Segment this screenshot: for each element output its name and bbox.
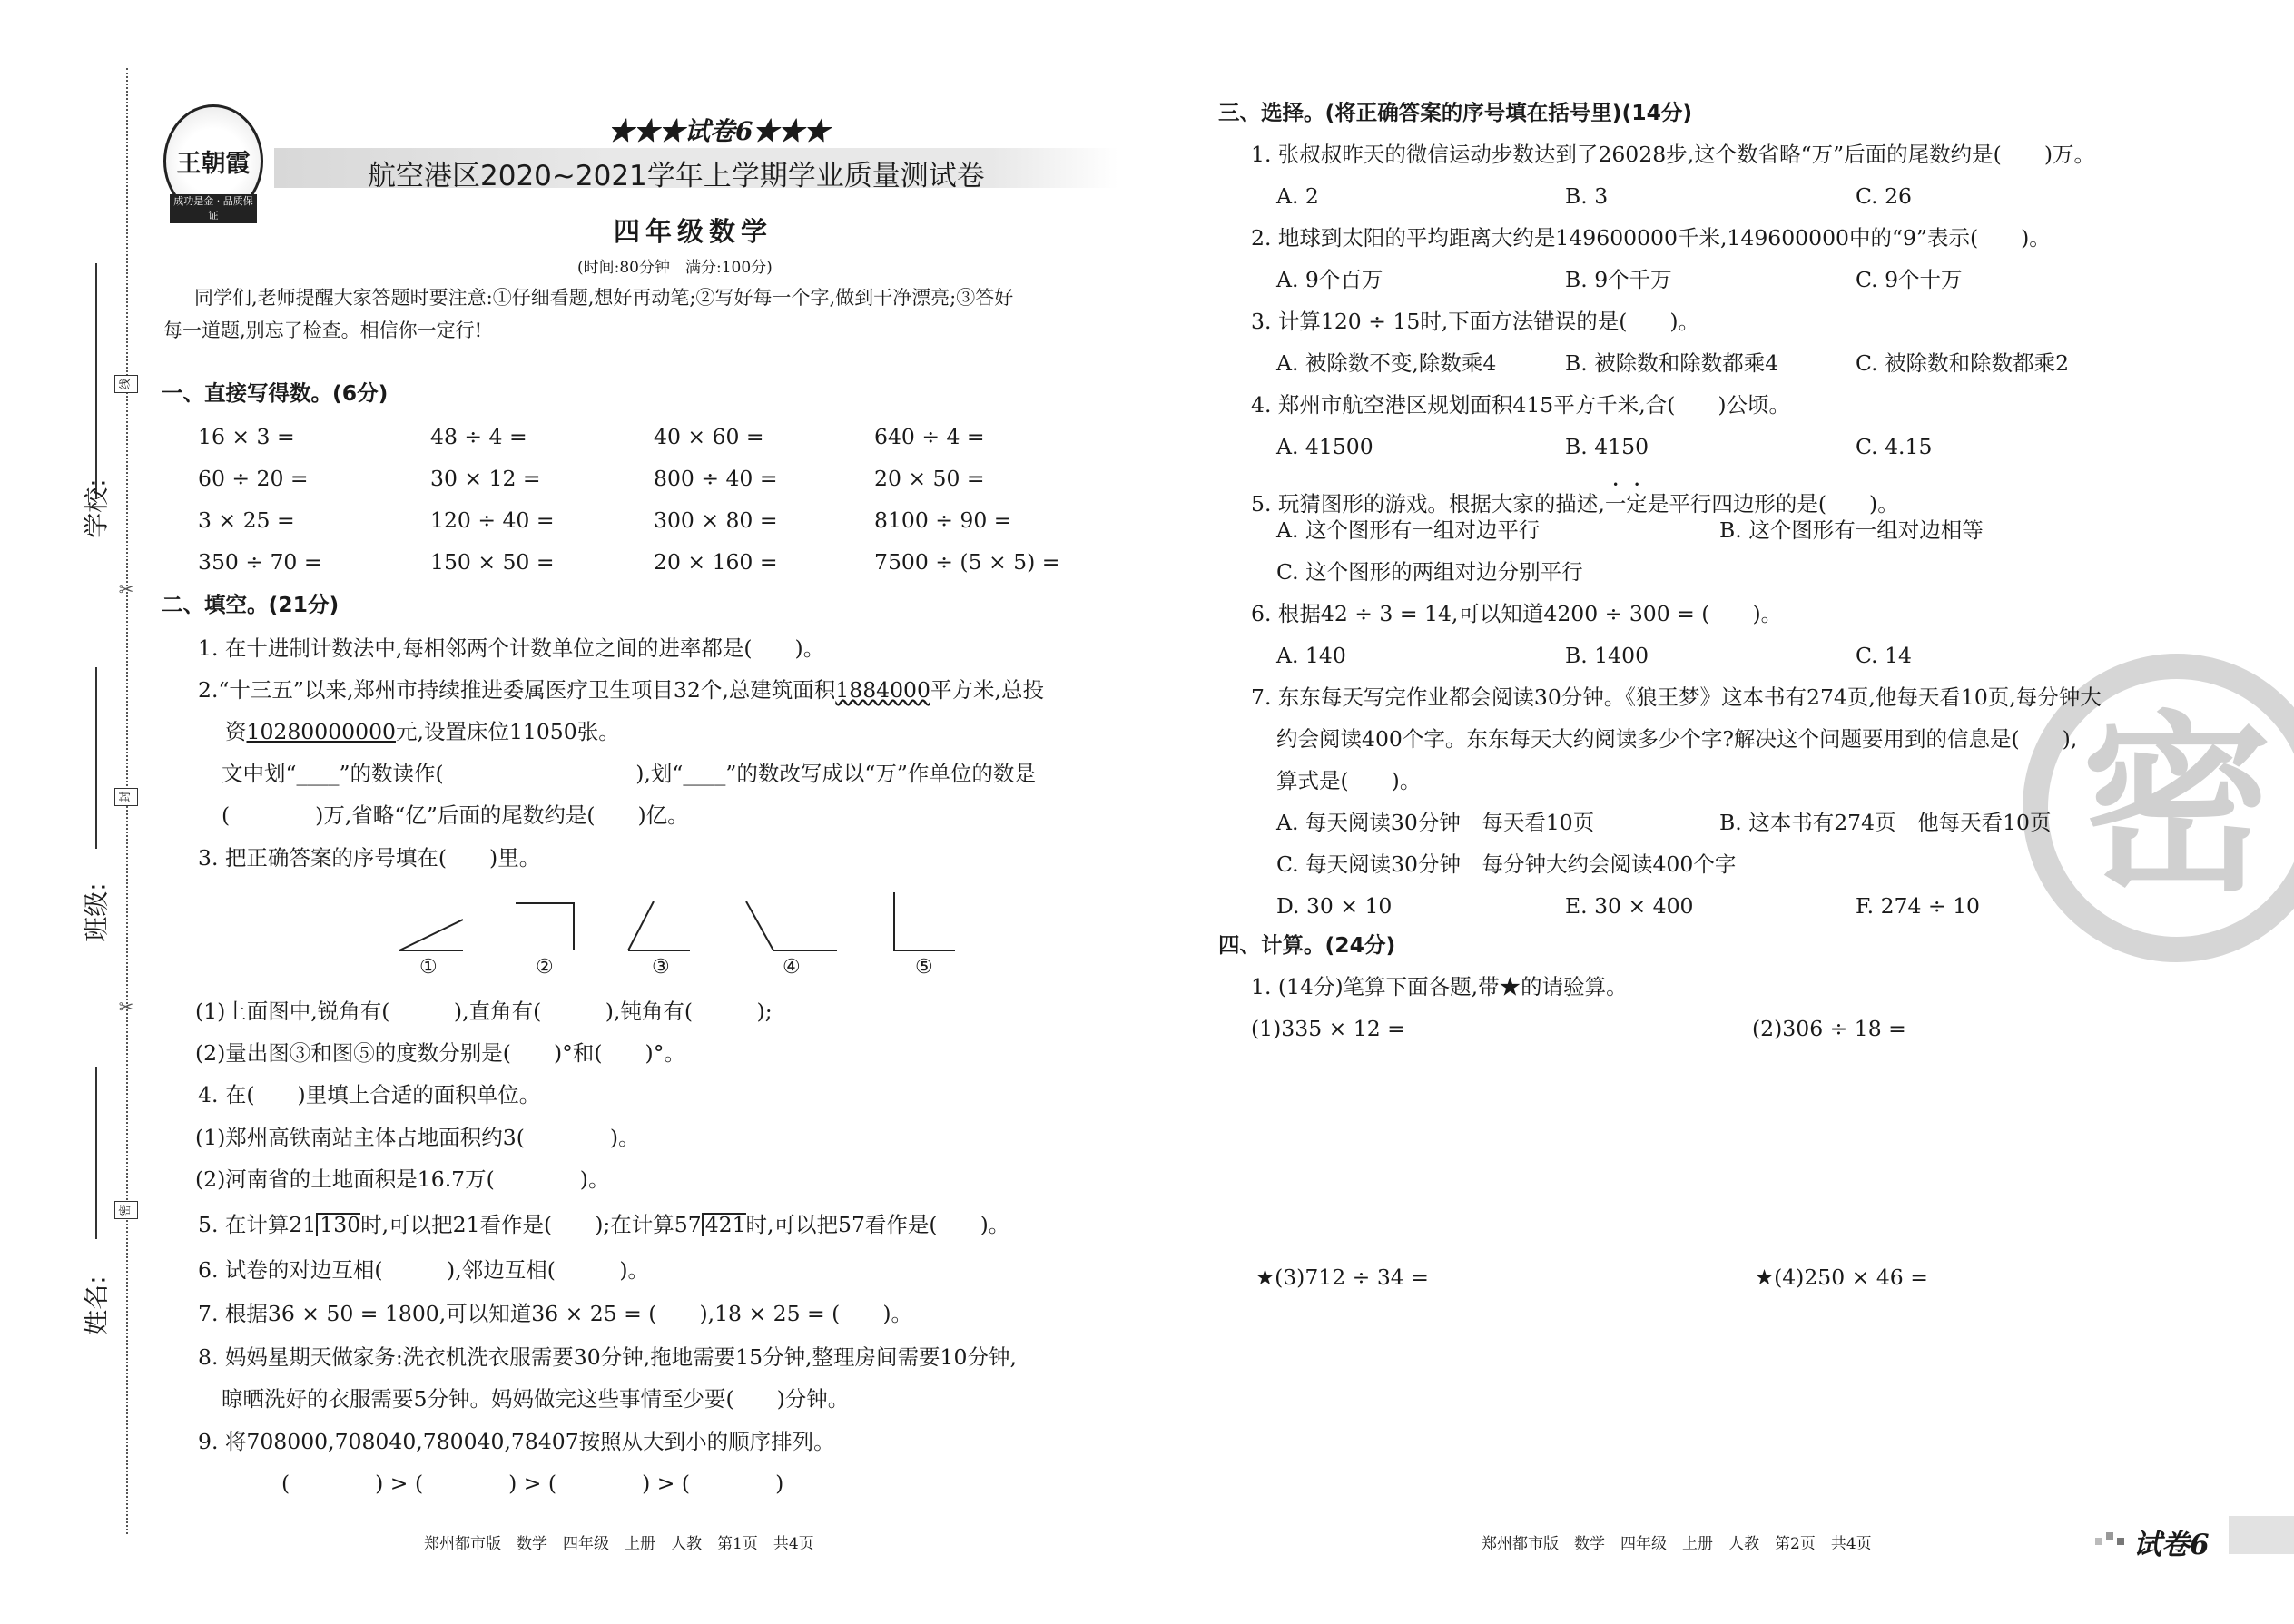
section4-title: 四、计算。(24分) <box>1218 932 1396 958</box>
oral-calc-item: 20 × 160 = <box>654 549 778 575</box>
choice-question-7-line2: 约会阅读400个字。东东每天大约阅读多少个字?解决这个问题要用到的信息是( ), <box>1276 726 2078 752</box>
exam-title: 航空港区2020~2021学年上学期学业质量测试卷 <box>368 160 985 192</box>
fill-question-2-line1: 2.“十三五”以来,郑州市持续推进委属医疗卫生项目32个,总建筑面积1884000平方米,总投 <box>198 677 1044 703</box>
oral-calc-item: 7500 ÷ (5 × 5) = <box>874 549 1060 575</box>
angle-label: ③ <box>652 956 670 979</box>
choice-option: A. 被除数不变,除数乘4 <box>1276 350 1497 376</box>
oral-calc-item: 350 ÷ 70 = <box>198 549 322 575</box>
choice-option: B. 9个千万 <box>1565 267 1672 292</box>
calc-problem: ★(3)712 ÷ 34 = <box>1255 1265 1429 1290</box>
school-label: 学校: <box>81 478 112 538</box>
oral-calc-item: 40 × 60 = <box>654 424 764 449</box>
oral-calc-item: 800 ÷ 40 = <box>654 466 778 491</box>
emphasized-word: 一定 <box>1604 491 1648 517</box>
fill-question-7: 7. 根据36 × 50 = 1800,可以知道36 × 25 = ( ),18 × 25 = ( )。 <box>198 1301 913 1326</box>
choice-question-2: 2. 地球到太阳的平均距离大约是149600000千米,149600000中的“9”表示( )。 <box>1251 225 2051 251</box>
choice-option: B. 这个图形有一组对边相等 <box>1719 517 1984 543</box>
school-write-line <box>95 263 97 499</box>
fill-question-4-1: (1)郑州高铁南站主体占地面积约3( )。 <box>195 1125 640 1150</box>
seal-mark-line: 线 <box>114 375 138 393</box>
angle-figure-5 <box>894 892 955 950</box>
seal-mark-secret: 密 <box>114 1201 138 1219</box>
calc-problem: (2)306 ÷ 18 = <box>1752 1016 1906 1041</box>
fill-question-3-1: (1)上面图中,锐角有( ),直角有( ),钝角有( ); <box>195 999 773 1024</box>
underlined-number-invest: 10280000000 <box>246 719 396 744</box>
angle-figures <box>381 885 980 985</box>
corner-grey-bar <box>2229 1516 2294 1554</box>
choice-question-7-line3: 算式是( )。 <box>1276 768 1422 793</box>
logo-subtitle: 成功是金 · 品质保证 <box>170 194 257 223</box>
choice-option: B. 1400 <box>1565 643 1649 668</box>
class-label: 班级: <box>81 882 112 942</box>
choice-option: C. 每天阅读30分钟 每分钟大约会阅读400个字 <box>1276 851 1737 877</box>
choice-option: D. 30 × 10 <box>1276 893 1393 919</box>
fill-question-3: 3. 把正确答案的序号填在( )里。 <box>198 845 541 871</box>
underlined-number-area: 1884000 <box>835 677 930 703</box>
angle-label: ① <box>419 956 438 979</box>
long-division-bracket: 130 <box>316 1213 360 1236</box>
oral-calc-item: 3 × 25 = <box>198 507 295 533</box>
calc-question-1: 1. (14分)笔算下面各题,带★的请验算。 <box>1251 974 1628 999</box>
choice-option: A. 2 <box>1276 183 1319 209</box>
fill-question-5: 5. 在计算21 130时,可以把21看作是( );在计算57 421时,可以把57看作是( )。 <box>198 1212 1010 1237</box>
choice-option: A. 每天阅读30分钟 每天看10页 <box>1276 810 1595 835</box>
choice-option: C. 4.15 <box>1856 434 1933 459</box>
choice-option: A. 9个百万 <box>1276 267 1383 292</box>
choice-option: A. 140 <box>1276 643 1346 668</box>
oral-calc-item: 48 ÷ 4 = <box>430 424 527 449</box>
seal-mark-seal: 封 <box>114 788 138 806</box>
choice-option: A. 这个图形有一组对边平行 <box>1276 517 1541 543</box>
choice-option: A. 41500 <box>1276 434 1373 459</box>
paper-number-tag: ★★★试卷6★★★ <box>608 116 830 146</box>
fill-question-9-answer: ( ) > ( ) > ( ) > ( ) <box>281 1471 784 1496</box>
choice-option: B. 4150 <box>1565 434 1649 459</box>
choice-option: B. 3 <box>1565 183 1609 209</box>
page-footer-left: 郑州都市版 数学 四年级 上册 人教 第1页 共4页 <box>424 1535 814 1553</box>
choice-option: B. 被除数和除数都乘4 <box>1565 350 1779 376</box>
fill-question-1: 1. 在十进制计数法中,每相邻两个计数单位之间的进率都是( )。 <box>198 635 825 661</box>
corner-paper-tag: 试卷6 <box>2133 1529 2210 1561</box>
corner-squares-icon <box>2095 1525 2128 1547</box>
secret-watermark: 密 <box>2023 654 2294 962</box>
time-score-info: (时间:80分钟 满分:100分) <box>577 259 773 277</box>
oral-calc-item: 30 × 12 = <box>430 466 541 491</box>
choice-option: F. 274 ÷ 10 <box>1856 893 1980 919</box>
oral-calc-item: 150 × 50 = <box>430 549 555 575</box>
choice-question-1: 1. 张叔叔昨天的微信运动步数达到了26028步,这个数省略“万”后面的尾数约是( )万。 <box>1251 142 2095 167</box>
oral-calc-item: 300 × 80 = <box>654 507 778 533</box>
fill-question-4-2: (2)河南省的土地面积是16.7万( )。 <box>195 1166 610 1192</box>
oral-calc-item: 120 ÷ 40 = <box>430 507 555 533</box>
choice-option: C. 26 <box>1856 183 1912 209</box>
fill-question-8-line1: 8. 妈妈星期天做家务:洗衣机洗衣服需要30分钟,拖地需要15分钟,整理房间需要10分钟, <box>198 1344 1017 1370</box>
section1-title: 一、直接写得数。(6分) <box>162 380 389 406</box>
scissors-icon: ✂ <box>118 996 134 1018</box>
angle-figure-2 <box>516 903 574 950</box>
long-division-bracket: 421 <box>702 1213 746 1236</box>
fill-question-2-line2: 资10280000000元,设置床位11050张。 <box>225 719 620 744</box>
oral-calc-item: 60 ÷ 20 = <box>198 466 309 491</box>
intro-line-1: 同学们,老师提醒大家答题时要注意:①仔细看题,想好再动笔;②写好每一个字,做到干净漂亮;③答好 <box>194 287 1014 309</box>
calc-problem: (1)335 × 12 = <box>1251 1016 1405 1041</box>
choice-option: C. 这个图形的两组对边分别平行 <box>1276 559 1583 585</box>
section3-title: 三、选择。(将正确答案的序号填在括号里)(14分) <box>1218 100 1693 125</box>
choice-option: C. 14 <box>1856 643 1912 668</box>
scissors-icon: ✂ <box>118 578 134 600</box>
fill-question-2-line3: 文中划“____”的数读作( ),划“____”的数改写成以“万”作单位的数是 <box>222 761 1036 786</box>
fill-question-3-2: (2)量出图③和图⑤的度数分别是( )°和( )°。 <box>195 1040 685 1066</box>
fill-question-9: 9. 将708000,708040,780040,78407按照从大到小的顺序排列。 <box>198 1429 835 1454</box>
oral-calc-item: 20 × 50 = <box>874 466 985 491</box>
oral-calc-item: 640 ÷ 4 = <box>874 424 985 449</box>
class-write-line <box>95 667 97 849</box>
fill-question-8-line2: 晾晒洗好的衣服需要5分钟。妈妈做完这些事情至少要( )分钟。 <box>222 1386 850 1412</box>
page-footer-right: 郑州都市版 数学 四年级 上册 人教 第2页 共4页 <box>1482 1535 1872 1553</box>
name-label: 姓名: <box>81 1275 112 1335</box>
angle-label: ⑤ <box>915 956 933 979</box>
angle-figure-3 <box>628 901 690 950</box>
brand-logo <box>163 104 263 221</box>
angle-figure-1 <box>399 920 463 950</box>
choice-question-7-line1: 7. 东东每天写完作业都会阅读30分钟。《狼王梦》这本书有274页,他每天看10页,每分钟大 <box>1251 684 2102 710</box>
subject-title: 四年级数学 <box>614 216 773 247</box>
fill-question-6: 6. 试卷的对边互相( ),邻边互相( )。 <box>198 1257 650 1283</box>
choice-question-6: 6. 根据42 ÷ 3 = 14,可以知道4200 ÷ 300 = ( )。 <box>1251 601 1783 626</box>
choice-option: E. 30 × 400 <box>1565 893 1694 919</box>
choice-question-3: 3. 计算120 ÷ 15时,下面方法错误的是( )。 <box>1251 309 1700 334</box>
angle-figure-4 <box>746 901 837 950</box>
angle-label: ④ <box>783 956 801 979</box>
calc-problem: ★(4)250 × 46 = <box>1755 1265 1928 1290</box>
angle-label: ② <box>536 956 554 979</box>
oral-calc-item: 16 × 3 = <box>198 424 295 449</box>
name-write-line <box>95 1067 97 1239</box>
choice-option: C. 9个十万 <box>1856 267 1963 292</box>
logo-name: 王朝霞 <box>176 150 251 178</box>
choice-question-5: 5. 玩猜图形的游戏。根据大家的描述,一定是平行四边形的是( )。 <box>1251 491 1899 517</box>
choice-option: C. 被除数和除数都乘2 <box>1856 350 2070 376</box>
fill-question-2-line4: ( )万,省略“亿”后面的尾数约是( )亿。 <box>222 802 689 828</box>
oral-calc-item: 8100 ÷ 90 = <box>874 507 1012 533</box>
section2-title: 二、填空。(21分) <box>162 592 340 617</box>
choice-question-4: 4. 郑州市航空港区规划面积415平方千米,合( )公顷。 <box>1251 392 1791 418</box>
choice-option: B. 这本书有274页 他每天看10页 <box>1719 810 2052 835</box>
fill-question-4: 4. 在( )里填上合适的面积单位。 <box>198 1082 541 1107</box>
intro-line-2: 每一道题,别忘了检查。相信你一定行! <box>163 320 483 341</box>
